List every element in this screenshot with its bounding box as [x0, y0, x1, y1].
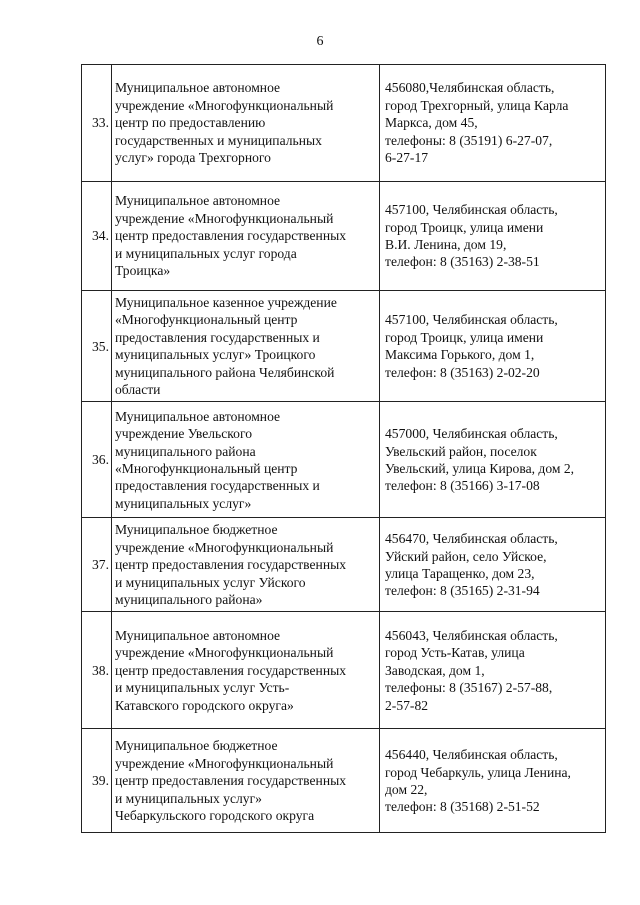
address-cell: [380, 518, 606, 612]
institution-name-line: учреждение «Многофункциональный: [115, 645, 334, 661]
institution-name-line: Чебаркульского городского округа: [115, 808, 315, 824]
institution-name-line: Муниципальное автономное: [115, 80, 281, 96]
address-line: город Троицк, улица имени: [385, 329, 544, 345]
table-row: [82, 518, 606, 612]
address-line: В.И. Ленина, дом 19,: [385, 237, 507, 252]
institution-name-line: Муниципальное автономное: [115, 193, 281, 209]
institution-name-line: и муниципальных услуг Уйского: [115, 574, 306, 590]
institution-name-line: Муниципальное казенное учреждение: [115, 295, 337, 310]
address-line: улица Таращенко, дом 23,: [385, 565, 535, 581]
institution-name-line: «Многофункциональный центр: [115, 460, 298, 476]
institution-name-line: и муниципальных услуг»: [115, 790, 262, 806]
address-line: 457000, Челябинская область,: [385, 426, 558, 442]
institution-name-cell: [112, 402, 380, 518]
institution-name-line: «Многофункциональный центр: [115, 312, 298, 328]
institution-name-line: муниципальных услуг»: [115, 495, 252, 511]
address-cell: [380, 182, 606, 291]
address-line: дом 22,: [385, 781, 428, 797]
institution-name-line: Катавского городского округа»: [115, 697, 294, 713]
institution-name-line: учреждение «Многофункциональный: [115, 210, 334, 226]
address-cell: [380, 65, 606, 182]
address-line: город Троицк, улица имени: [385, 219, 544, 235]
institution-name-line: и муниципальных услуг Усть-: [115, 680, 290, 696]
address-line: 456470, Челябинская область,: [385, 531, 558, 547]
address-line: Уйский район, село Уйское,: [385, 548, 547, 564]
row-number: 37.: [82, 518, 112, 612]
address-line: город Трехгорный, улица Карла: [385, 97, 569, 113]
address-line: Увельский район, поселок: [385, 443, 537, 459]
table-row: [82, 65, 606, 182]
address-line: 6-27-17: [385, 150, 429, 166]
institution-name-line: учреждение «Многофункциональный: [115, 755, 334, 771]
address-line: 2-57-82: [385, 697, 429, 713]
institution-name-cell: [112, 182, 380, 291]
address-line: телефоны: 8 (35167) 2-57-88,: [385, 680, 553, 696]
institution-name-cell: [112, 729, 380, 833]
address-line: телефон: 8 (35166) 3-17-08: [385, 478, 540, 494]
institution-name-cell: [112, 291, 380, 402]
institution-name-line: Муниципальное бюджетное: [115, 522, 278, 538]
institution-name-line: услуг» города Трехгорного: [115, 150, 271, 166]
table-row: [82, 182, 606, 291]
address-line: 456440, Челябинская область,: [385, 747, 558, 763]
page-number: 6: [316, 34, 324, 49]
address-cell: [380, 729, 606, 833]
address-cell: [380, 612, 606, 729]
address-cell: [380, 291, 606, 402]
address-line: Заводская, дом 1,: [385, 662, 485, 678]
row-number: 38.: [82, 612, 112, 729]
table-row: [82, 729, 606, 833]
institution-name-line: Троицка»: [115, 263, 171, 279]
address-line: телефон: 8 (35168) 2-51-52: [385, 799, 540, 815]
table-body: [82, 65, 606, 833]
row-number: 33.: [82, 65, 112, 182]
row-number: 35.: [82, 291, 112, 402]
institution-name-line: муниципальных услуг» Троицкого: [115, 347, 316, 363]
address-line: телефон: 8 (35165) 2-31-94: [385, 583, 540, 599]
institution-name-line: муниципального района: [115, 443, 256, 459]
address-line: 456080,Челябинская область,: [385, 80, 555, 96]
institution-name-cell: [112, 612, 380, 729]
institution-name-line: учреждение «Многофункциональный: [115, 97, 334, 113]
institution-name-cell: [112, 518, 380, 612]
institution-name-line: центр предоставления государственных: [115, 228, 347, 244]
address-cell: [380, 402, 606, 518]
institution-name-line: области: [115, 382, 161, 398]
address-line: Максима Горького, дом 1,: [385, 347, 535, 363]
institution-name-line: и муниципальных услуг города: [115, 245, 297, 261]
institution-name-line: центр по предоставлению: [115, 115, 266, 131]
address-line: 456043, Челябинская область,: [385, 627, 558, 643]
institution-name-line: государственных и муниципальных: [115, 132, 322, 148]
table-row: [82, 612, 606, 729]
row-number: 39.: [82, 729, 112, 833]
institution-name-line: Муниципальное бюджетное: [115, 738, 278, 754]
address-line: 457100, Челябинская область,: [385, 312, 558, 328]
address-line: телефоны: 8 (35191) 6-27-07,: [385, 132, 553, 148]
address-line: 457100, Челябинская область,: [385, 202, 558, 218]
mfc-table: [81, 64, 606, 833]
institution-name-cell: [112, 65, 380, 182]
institution-name-line: Муниципальное автономное: [115, 408, 281, 424]
institution-name-line: муниципального района Челябинской: [115, 364, 335, 380]
address-line: телефон: 8 (35163) 2-38-51: [385, 254, 540, 270]
address-line: Увельский, улица Кирова, дом 2,: [385, 460, 575, 476]
table-row: [82, 291, 606, 402]
institution-name-line: предоставления государственных и: [115, 478, 320, 494]
institution-name-line: учреждение Увельского: [115, 426, 253, 442]
table-row: [82, 402, 606, 518]
institution-name-line: муниципального района»: [115, 592, 263, 608]
address-line: город Усть-Катав, улица: [385, 645, 525, 661]
address-line: телефон: 8 (35163) 2-02-20: [385, 364, 540, 380]
institution-name-line: предоставления государственных и: [115, 329, 320, 345]
institution-name-line: центр предоставления государственных: [115, 662, 347, 678]
institution-name-line: центр предоставления государственных: [115, 773, 347, 789]
institution-name-line: учреждение «Многофункциональный: [115, 539, 334, 555]
institution-name-line: Муниципальное автономное: [115, 627, 281, 643]
address-line: город Чебаркуль, улица Ленина,: [385, 764, 571, 780]
row-number: 36.: [82, 402, 112, 518]
row-number: 34.: [82, 182, 112, 291]
address-line: Маркса, дом 45,: [385, 115, 478, 131]
institution-name-line: центр предоставления государственных: [115, 557, 347, 573]
